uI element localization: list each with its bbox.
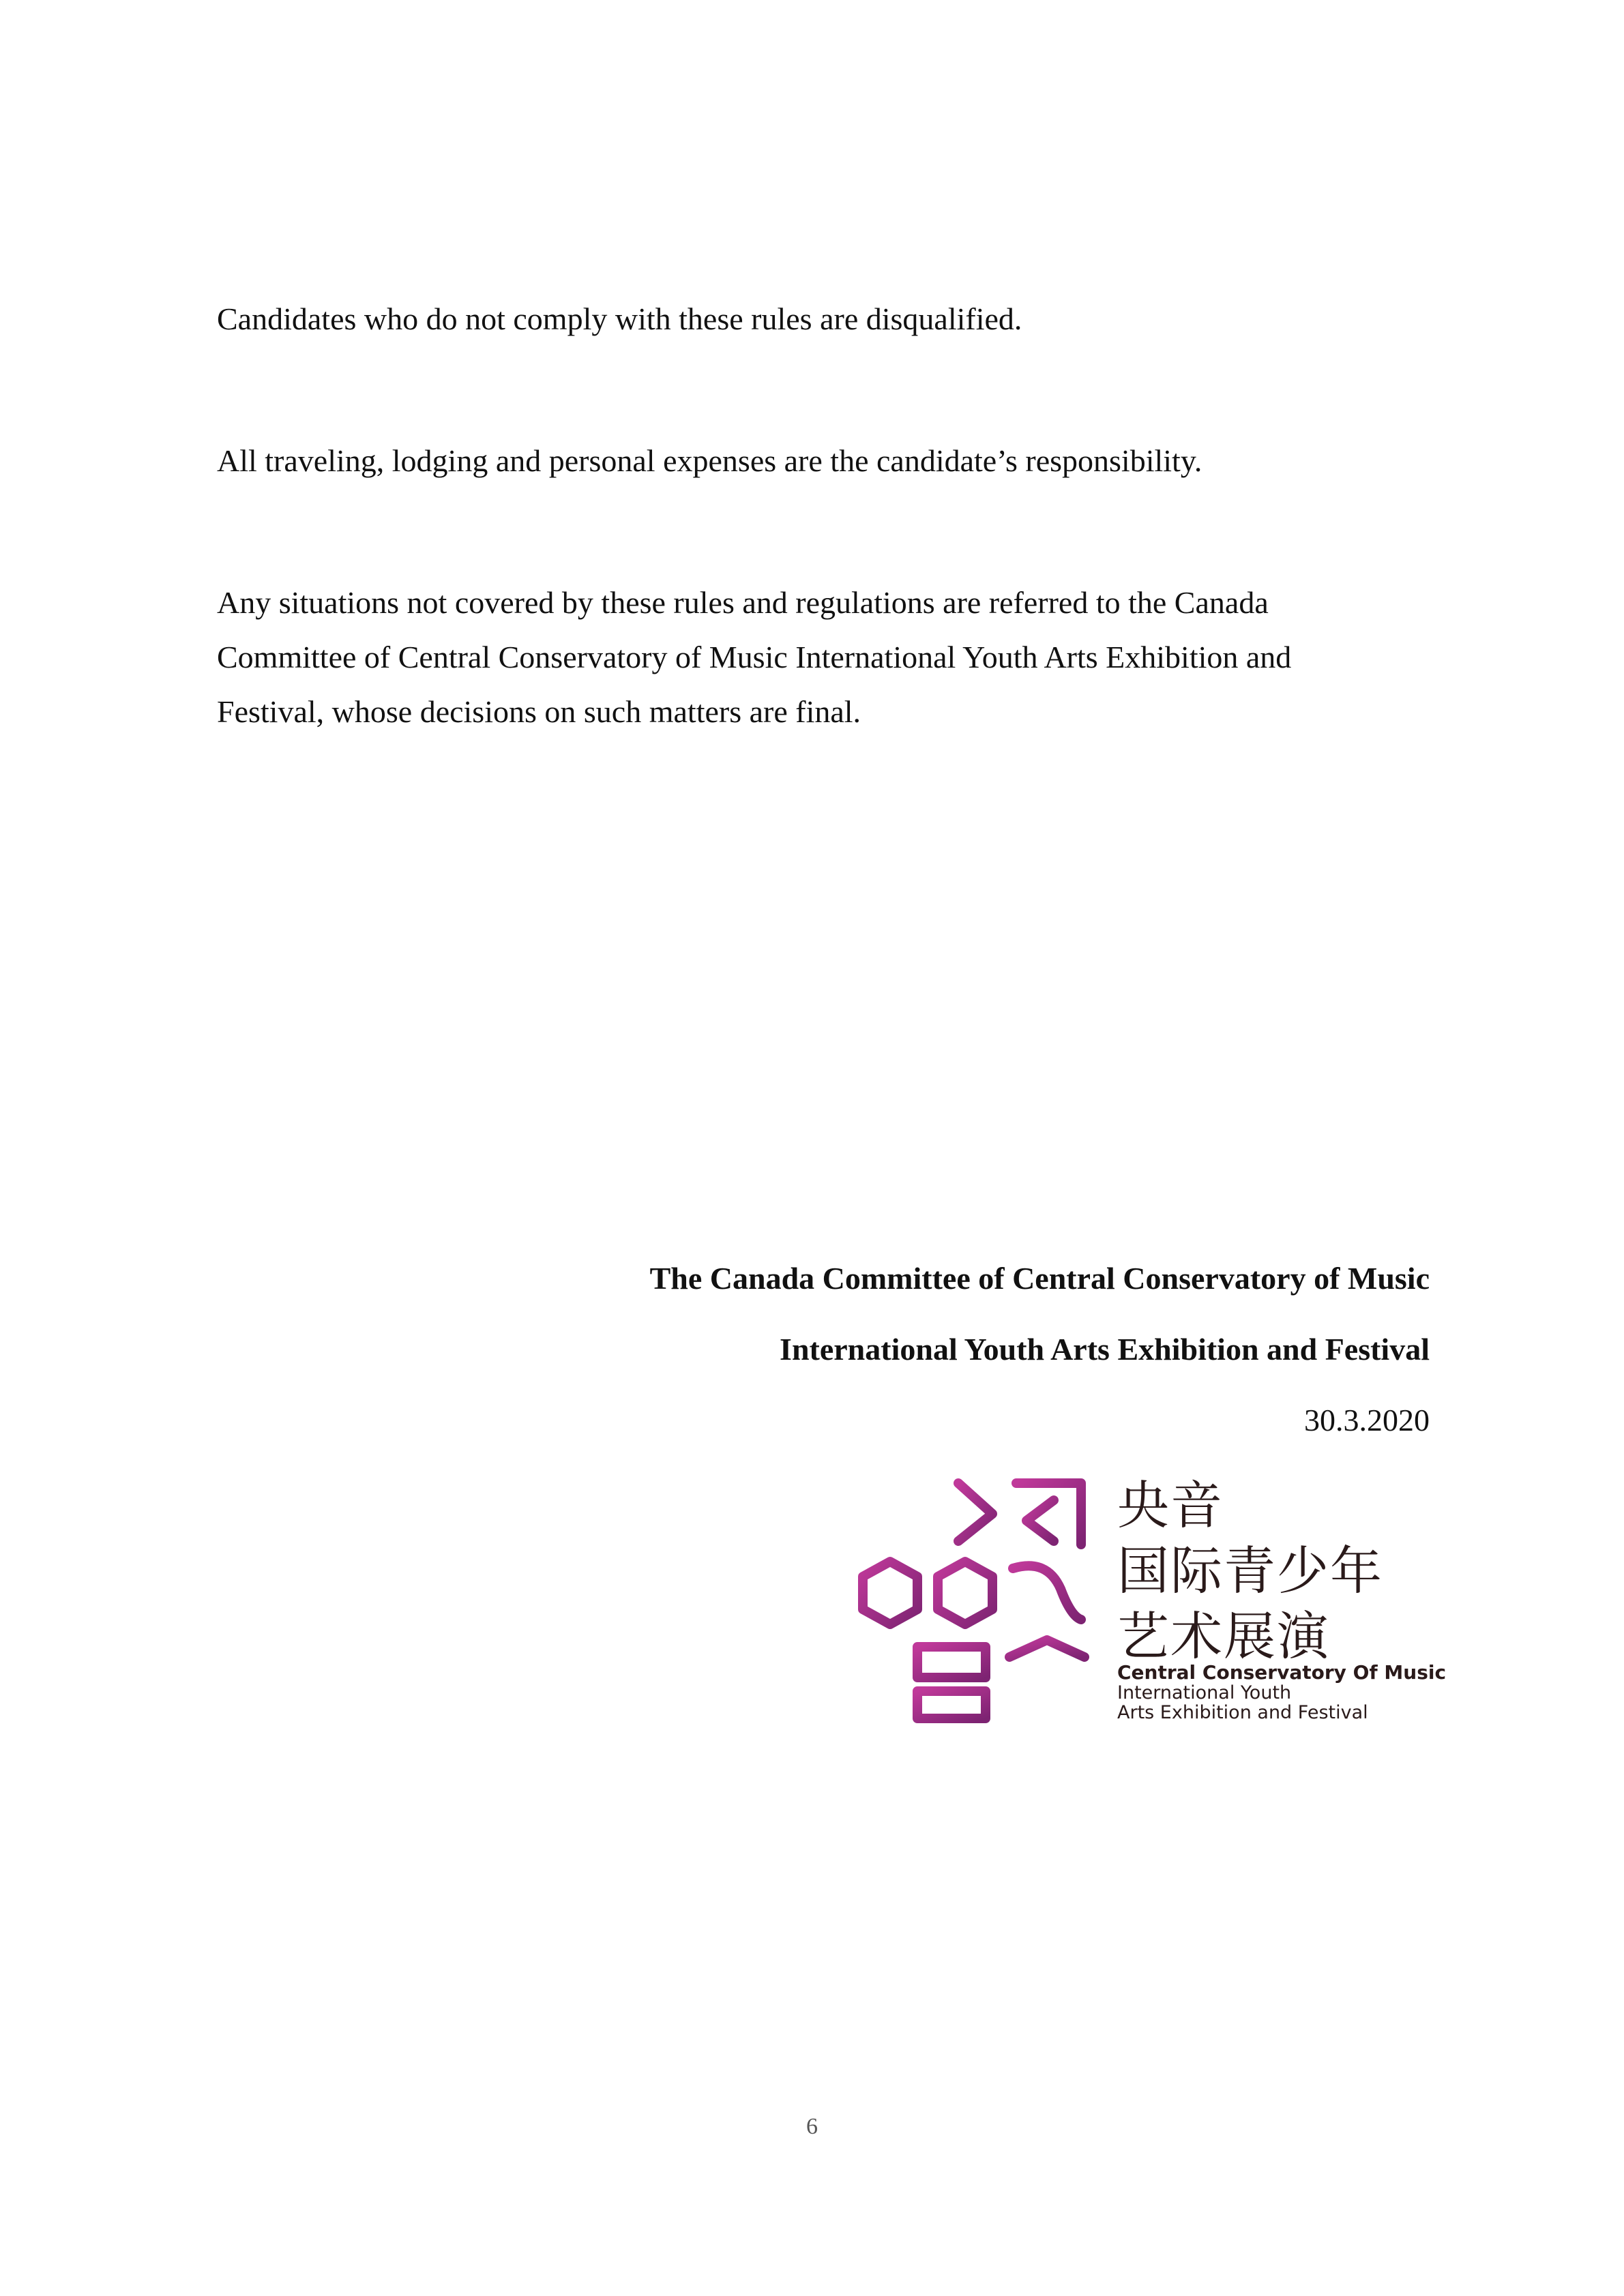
paragraph-expenses: All traveling, lodging and personal expenses are the candidate’s responsibility. [217, 443, 1202, 478]
logo-english-line-2: International Youth [1117, 1682, 1292, 1703]
logo-english-title [1117, 1663, 1446, 1723]
logo-chinese-title [1117, 1473, 1383, 1669]
logo-chinese-line-1: 央音 [1117, 1475, 1224, 1536]
festival-logo [856, 1473, 1449, 1725]
signature-committee-line: The Canada Committee of Central Conservatory of Music [649, 1261, 1430, 1296]
paragraph-disqualification: Candidates who do not comply with these rules are disqualified. [217, 301, 1022, 336]
paragraph-final-decisions: Any situations not covered by these rules and regulations are referred to the Canada Committee of Central Conservatory of Music International Youth Arts Exhibition and Festival, whose decisions on such matters are final. [217, 585, 1292, 729]
logo-english-line-1: Central Conservatory Of Music [1117, 1661, 1447, 1684]
signature-festival-line: International Youth Arts Exhibition and Festival [780, 1332, 1430, 1367]
logo-chinese-line-2: 国际青少年 [1117, 1540, 1383, 1601]
page-number: 6 [806, 2114, 818, 2139]
logo-chinese-line-3: 艺术展演 [1117, 1606, 1330, 1667]
signature-date: 30.3.2020 [1304, 1403, 1430, 1437]
logo-mark-icon [856, 1473, 1102, 1725]
logo-english-line-3: Arts Exhibition and Festival [1117, 1702, 1368, 1723]
